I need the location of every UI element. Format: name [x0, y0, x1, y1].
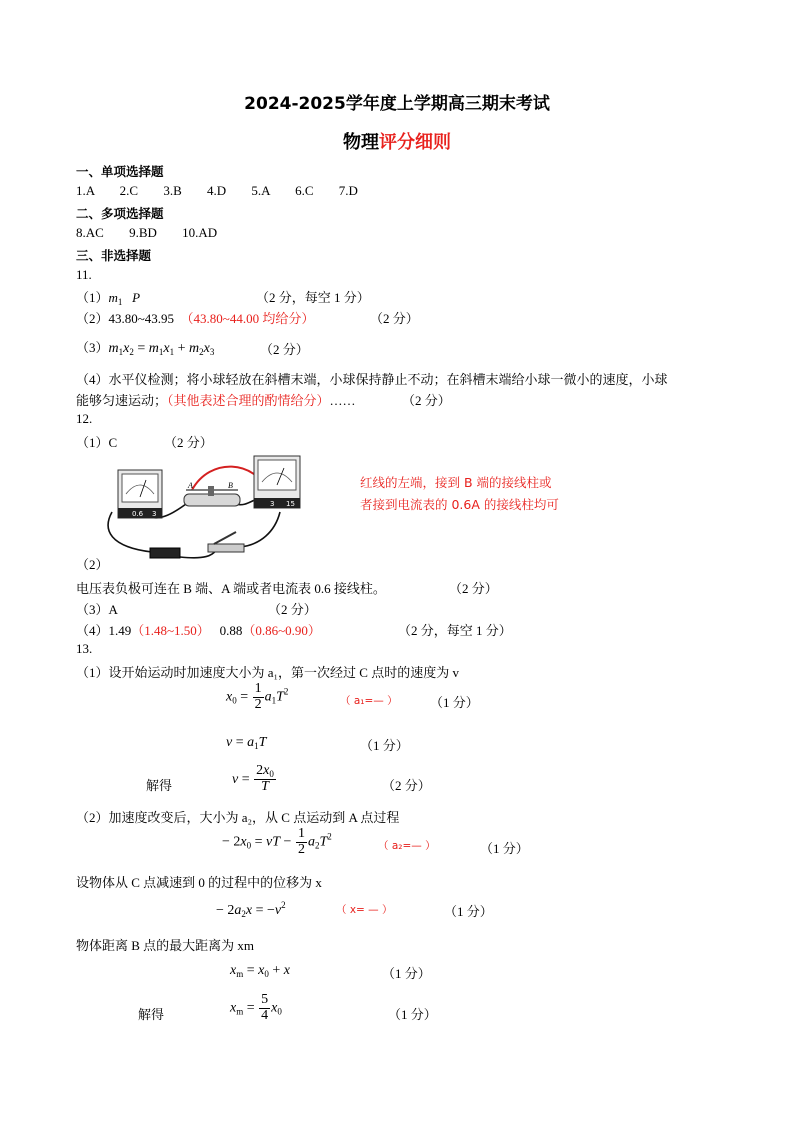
answer-10: 10.AD — [182, 225, 218, 240]
equation-4: − $2x_0$ = vT − $\frac{1}{2}$ $a_2T^2$ — [222, 826, 332, 857]
terminal-a-label: A — [188, 481, 193, 490]
eq4-note: （ a₂=— ） — [378, 840, 436, 852]
ammeter — [118, 470, 162, 518]
eq5-note: （ x= — ） — [336, 904, 393, 916]
q11-p3-label: （3） — [76, 340, 109, 355]
section-non-choice: 三、非选择题 — [76, 248, 152, 263]
q12-part2-text: 电压表负极可连在 B 端、A 端或者电流表 0.6 接线柱。 — [76, 581, 386, 596]
equation-1: $x_0$ = $\frac{1}{2}$ $a_1T^2$ — [226, 681, 289, 712]
q11-p1-label: （1） — [76, 290, 109, 305]
wire-right — [240, 512, 280, 547]
ammeter-terminal-0.6: 0.6 — [132, 510, 144, 518]
eq3-score: （2 分） — [382, 778, 431, 793]
eq1-note: （ a₁=— ） — [340, 695, 398, 707]
answer-4: 4.D — [207, 183, 227, 198]
q12-p4-range1: （1.48~1.50） — [131, 623, 210, 638]
q12-part1: （1）C — [76, 435, 118, 450]
answer-8: 8.AC — [76, 225, 104, 240]
battery — [150, 548, 180, 558]
answer-2: 2.C — [119, 183, 139, 198]
single-choice-answers — [76, 183, 358, 199]
page-title: 2024-2025学年度上学期高三期末考试 — [244, 94, 550, 114]
eq4-score: （1 分） — [480, 841, 529, 856]
q11-part1-score: （2 分，每空 1 分） — [256, 290, 370, 305]
q12-number: 12. — [76, 411, 93, 426]
q12-part2-score: （2 分） — [449, 581, 498, 596]
solve-2-label: 解得 — [138, 1007, 165, 1022]
equation-7: $x_m$ = $\frac{5}{4}$ $x_0$ — [230, 992, 282, 1023]
q12-p4-value1: （4）1.49 — [76, 623, 132, 638]
circuit-diagram — [100, 452, 320, 570]
answer-3: 3.B — [163, 183, 182, 198]
q11-p2-red: （43.80~44.00 均给分） — [180, 311, 315, 326]
q11-part2-score: （2 分） — [370, 311, 419, 326]
answer-6: 6.C — [295, 183, 314, 198]
q11-p4-red: （其他表述合理的酌情给分） — [167, 393, 330, 408]
voltmeter-terminal-3: 3 — [270, 500, 275, 508]
subtitle-black: 物理 — [343, 132, 379, 153]
page-subtitle — [0, 128, 794, 154]
q12-p4-range2: （0.86~0.90） — [242, 623, 321, 638]
multi-choice-answers — [76, 225, 217, 241]
switch — [208, 532, 244, 552]
q11-p2-label: （2）43.80~43.95 — [76, 311, 175, 326]
q12-part3: （3）A — [76, 602, 118, 617]
q12-note-line1: 红线的左端，接到 B 端的接线柱或 — [360, 475, 552, 490]
q12-part1-score: （2 分） — [164, 435, 213, 450]
q12-p4-value2: 0.88 — [219, 623, 243, 638]
q13-line-xm: 物体距离 B 点的最大距离为 xm — [76, 938, 255, 953]
ammeter-terminal-3: 3 — [152, 510, 157, 518]
q12-part4 — [76, 620, 321, 639]
answer-1: 1.A — [76, 183, 95, 198]
q11-part4-score: （2 分） — [402, 393, 451, 408]
q13-part2-text: （2）加速度改变后，大小为 a₂，从 C 点运动到 A 点过程 — [76, 810, 400, 825]
section-single-choice: 一、单项选择题 — [76, 164, 164, 179]
q11-number: 11. — [76, 267, 92, 282]
voltmeter-terminal-15: 15 — [286, 500, 295, 508]
q13-part1-text: （1）设开始运动时加速度大小为 a₁，第一次经过 C 点时的速度为 v — [76, 665, 459, 680]
q12-note-line2: 者接到电流表的 0.6A 的接线柱均可 — [360, 497, 559, 512]
voltmeter — [254, 456, 300, 508]
solve-1-label: 解得 — [146, 778, 173, 793]
equation-6: $x_m = x_0 + x$ — [230, 963, 290, 979]
q11-part3-score: （2 分） — [260, 342, 309, 357]
eq5-score: （1 分） — [444, 904, 493, 919]
eq6-score: （1 分） — [382, 966, 431, 981]
eq7-score: （1 分） — [388, 1007, 437, 1022]
q11-part1: $(1)m_1$ P — [76, 290, 141, 307]
q13-number: 13. — [76, 641, 93, 656]
q12-part3-score: （2 分） — [268, 602, 317, 617]
q11-part3: $(3)m_1x_2 = m_1x_1 + m_2x_3$ — [76, 340, 215, 357]
rheostat — [184, 481, 240, 506]
equation-2: $v = a_1T$ — [226, 735, 267, 751]
subtitle-red: 评分细则 — [379, 132, 451, 153]
answer-7: 7.D — [338, 183, 358, 198]
q11-part4-line1: （4）水平仪检测；将小球轻放在斜槽末端，小球保持静止不动；在斜槽末端给小球一微小的速度，小球 — [76, 372, 668, 387]
section-multi-choice: 二、多项选择题 — [76, 206, 164, 221]
eq1-score: （1 分） — [430, 695, 479, 710]
equation-5: − $2a_2x = -v^2$ — [216, 900, 286, 919]
terminal-b-label: B — [228, 481, 233, 490]
q11-p4-text: 能够匀速运动； — [76, 393, 168, 408]
q11-part2 — [76, 308, 314, 327]
eq2-score: （1 分） — [360, 738, 409, 753]
answer-9: 9.BD — [129, 225, 157, 240]
q11-p4-ellipsis: …… — [329, 393, 356, 408]
q11-part4-line2 — [76, 390, 356, 409]
q12-part4-score: （2 分，每空 1 分） — [398, 623, 512, 638]
q12-part2: （2） — [76, 557, 109, 572]
equation-3: v = $\frac{2x_0}{T}$ — [232, 763, 274, 795]
q13-line-x: 设物体从 C 点减速到 0 的过程中的位移为 x — [76, 875, 322, 890]
answer-5: 5.A — [251, 183, 270, 198]
